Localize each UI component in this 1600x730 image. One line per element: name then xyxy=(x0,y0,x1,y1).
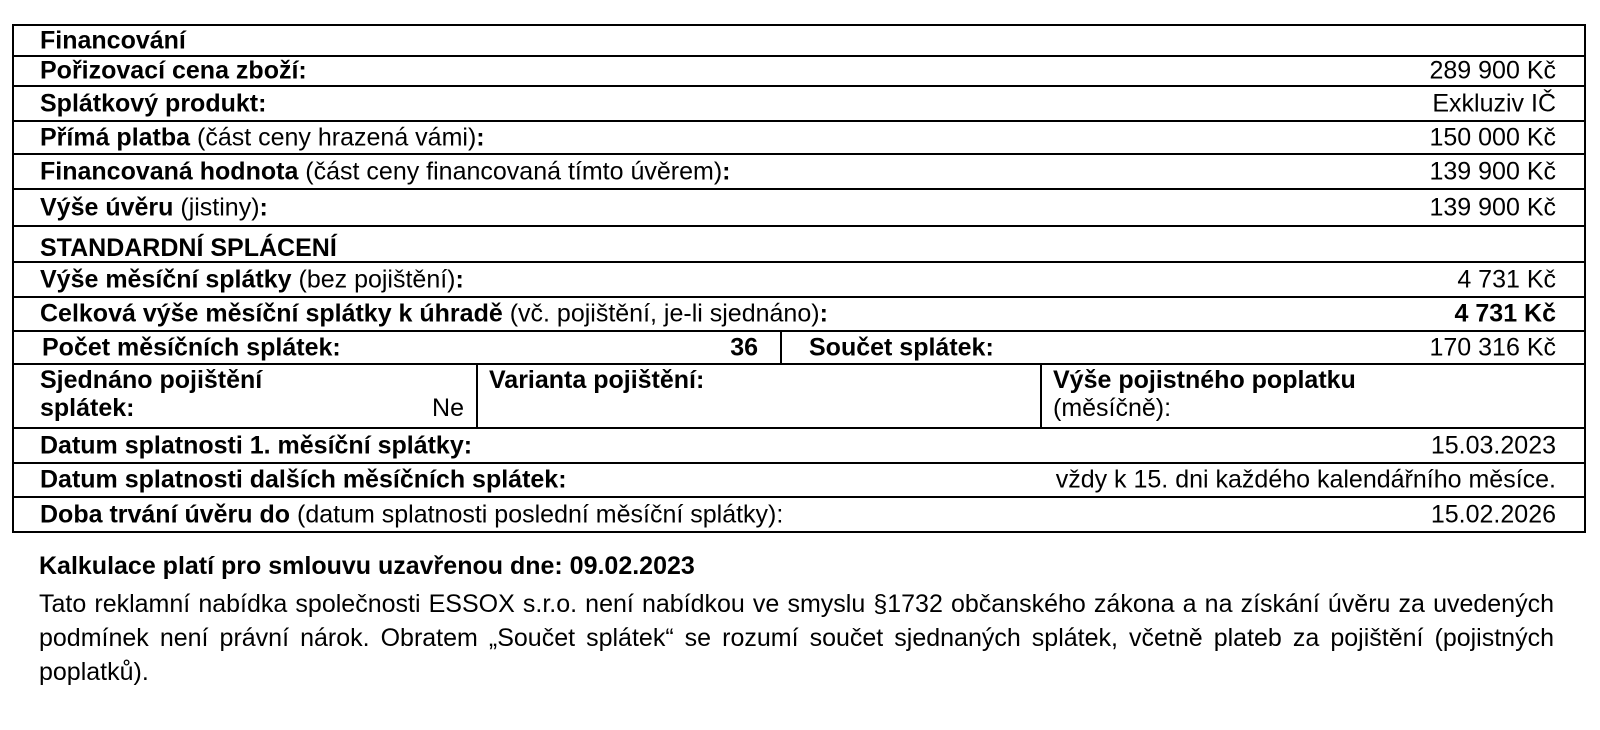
insurance-fee-label: Výše pojistného poplatku (měsíčně): xyxy=(1053,366,1356,422)
next-due-row xyxy=(14,464,1584,498)
insurance-fee-cell xyxy=(1040,365,1584,427)
standard-section-title: STANDARDNÍ SPLÁCENÍ xyxy=(40,234,337,262)
insurance-agreed-cell xyxy=(14,365,476,427)
financing-table xyxy=(12,24,1586,533)
sum-value: 170 316 Kč xyxy=(1429,333,1556,361)
validity-note: Kalkulace platí pro smlouvu uzavřenou dne: 09.02.2023 xyxy=(39,552,695,580)
count-value: 36 xyxy=(730,333,758,361)
loan-amount-label: Výše úvěru (jistiny): xyxy=(40,193,268,221)
purchase-price-value: 289 900 Kč xyxy=(1429,56,1556,85)
duration-row xyxy=(14,498,1584,531)
product-row xyxy=(14,87,1584,122)
purchase-price-label: Pořizovací cena zboží: xyxy=(40,56,307,85)
duration-value: 15.02.2026 xyxy=(1430,500,1556,528)
purchase-price-row xyxy=(14,57,1584,87)
total-monthly-label: Celková výše měsíční splátky k úhradě (vč. pojištění, je-li sjednáno): xyxy=(40,299,828,328)
monthly-payment-value: 4 731 Kč xyxy=(1457,265,1556,293)
count-label: Počet měsíčních splátek: xyxy=(42,333,341,361)
count-sum-row xyxy=(14,332,1584,365)
duration-label: Doba trvání úvěru do (datum splatnosti poslední měsíční splátky): xyxy=(40,500,784,528)
financing-section-title: Financování xyxy=(40,26,186,54)
first-due-value: 15.03.2023 xyxy=(1430,431,1556,459)
count-cell xyxy=(14,332,780,363)
insurance-row xyxy=(14,365,1584,429)
financed-value-value: 139 900 Kč xyxy=(1429,157,1556,185)
product-value: Exkluziv IČ xyxy=(1432,89,1556,117)
first-due-row xyxy=(14,429,1584,464)
direct-payment-row xyxy=(14,122,1584,155)
loan-amount-row xyxy=(14,190,1584,227)
direct-payment-label: Přímá platba (část ceny hrazená vámi): xyxy=(40,123,485,151)
financed-value-row xyxy=(14,155,1584,190)
insurance-variant-label: Varianta pojištění: xyxy=(489,366,705,394)
insurance-agreed-value: Ne xyxy=(432,394,464,422)
monthly-payment-row xyxy=(14,263,1584,298)
sum-cell xyxy=(780,332,1584,363)
standard-header-row xyxy=(14,227,1584,263)
product-label: Splátkový produkt: xyxy=(40,89,267,117)
direct-payment-value: 150 000 Kč xyxy=(1429,123,1556,151)
first-due-label: Datum splatnosti 1. měsíční splátky: xyxy=(40,431,473,459)
disclaimer-text: Tato reklamní nabídka společnosti ESSOX s.r.o. není nabídkou ve smyslu §1732 občanského zákona a na získání úvěru za uvedených podmínek není právní nárok. Obratem „Součet splátek“ se rozumí součet sjednaných splátek, včetně plateb za pojištění (pojistných poplatků). xyxy=(39,590,1554,686)
total-monthly-row xyxy=(14,298,1584,332)
insurance-variant-cell xyxy=(476,365,1040,427)
next-due-value: vždy k 15. dni každého kalendářního měsíce. xyxy=(1055,465,1556,494)
financing-header-row xyxy=(14,26,1584,57)
monthly-payment-label: Výše měsíční splátky (bez pojištění): xyxy=(40,265,464,293)
total-monthly-value: 4 731 Kč xyxy=(1454,299,1556,328)
next-due-label: Datum splatnosti dalších měsíčních splátek: xyxy=(40,465,567,494)
insurance-agreed-label: Sjednáno pojištění splátek: xyxy=(40,366,263,422)
sum-label: Součet splátek: xyxy=(809,333,994,361)
loan-amount-value: 139 900 Kč xyxy=(1429,193,1556,221)
financed-value-label: Financovaná hodnota (část ceny financovaná tímto úvěrem): xyxy=(40,157,731,185)
